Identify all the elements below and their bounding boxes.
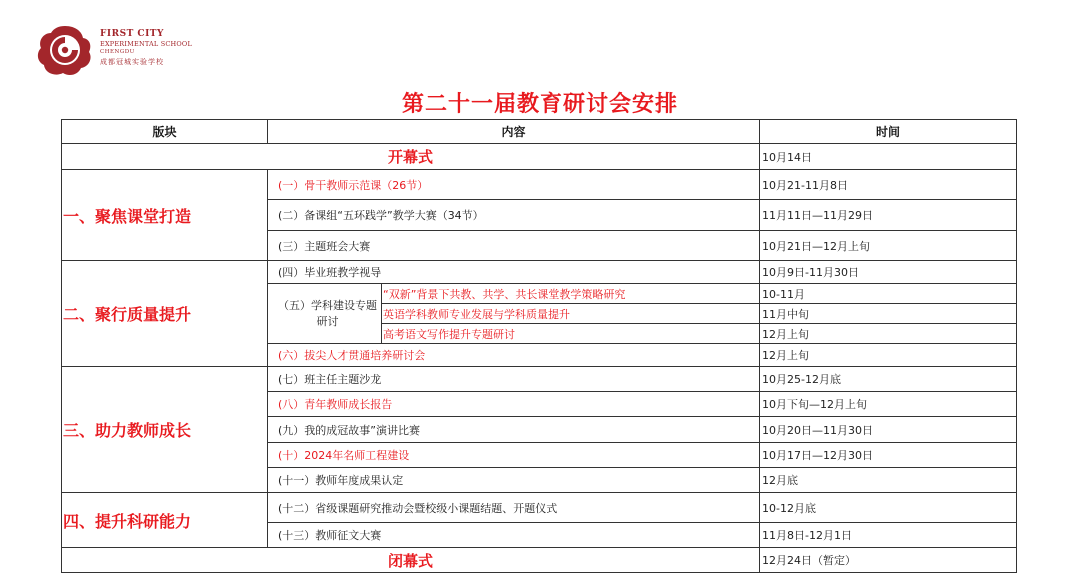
school-name-en-line1: FIRST CITY: [100, 29, 164, 39]
closing-time: 12月24日（暂定）: [760, 548, 1017, 573]
table-row: [62, 493, 1017, 523]
page-title: 第二十一届教育研讨会安排: [401, 92, 678, 117]
sub-item-time: 12月上旬: [760, 324, 1017, 344]
header-section: 版块: [62, 120, 268, 144]
item-time: 10月17日—12月30日: [760, 443, 1017, 468]
school-logo: [36, 22, 196, 78]
section-title-2: 二、聚行质量提升: [62, 261, 268, 367]
item-time: 10月下旬—12月上旬: [760, 392, 1017, 417]
table-row: [62, 367, 1017, 392]
item-label: (八）青年教师成长报告: [268, 392, 760, 417]
item-label: (十）2024年名师工程建设: [268, 443, 760, 468]
item-time: 10月20日—11月30日: [760, 417, 1017, 443]
opening-row: [62, 144, 1017, 170]
item-time: 10月21日—12月上旬: [760, 231, 1017, 261]
item-time: 11月11日—11月29日: [760, 200, 1017, 231]
school-name-en-line2: EXPERIMENTAL SCHOOL: [100, 40, 192, 48]
item-time: 11月8日-12月1日: [760, 523, 1017, 548]
header-content: 内容: [268, 120, 760, 144]
section-title-4: 四、提升科研能力: [62, 493, 268, 548]
item-label: (四）毕业班教学视导: [268, 261, 760, 284]
schedule-table: [61, 119, 1017, 573]
section-title-3: 三、助力教师成长: [62, 367, 268, 493]
subject-seminar-group-label: （五）学科建设专题研讨: [268, 284, 382, 344]
item-label: (十二）省级课题研究推动会暨校级小课题结题、开题仪式: [268, 493, 760, 523]
sub-item-label: 高考语文写作提升专题研讨: [382, 324, 760, 344]
sub-item-time: 11月中旬: [760, 304, 1017, 324]
item-label: (一）骨干教师示范课（26节）: [268, 170, 760, 200]
item-time: 10月25-12月底: [760, 367, 1017, 392]
section-title-1: 一、聚焦课堂打造: [62, 170, 268, 261]
school-name-zh: 成都冠城实验学校: [100, 58, 164, 66]
item-time: 12月底: [760, 468, 1017, 493]
item-label: (十一）教师年度成果认定: [268, 468, 760, 493]
table-row: [62, 170, 1017, 200]
sub-item-label: 英语学科教师专业发展与学科质量提升: [382, 304, 760, 324]
header-time: 时间: [760, 120, 1017, 144]
item-label: (十三）教师征文大赛: [268, 523, 760, 548]
item-time: 10月21-11月8日: [760, 170, 1017, 200]
closing-row: [62, 548, 1017, 573]
closing-ceremony-label: 闭幕式: [62, 548, 760, 573]
sub-item-time: 10-11月: [760, 284, 1017, 304]
opening-ceremony-label: 开幕式: [62, 144, 760, 170]
table-header-row: [62, 120, 1017, 144]
school-name-en-line3: CHENGDU: [100, 49, 135, 55]
item-label: (二）备课组“五环践学”教学大赛（34节）: [268, 200, 760, 231]
item-label: (六）拔尖人才贯通培养研讨会: [268, 344, 760, 367]
item-time: 10-12月底: [760, 493, 1017, 523]
opening-time: 10月14日: [760, 144, 1017, 170]
item-label: (九）我的成冠故事”演讲比赛: [268, 417, 760, 443]
cloud-emblem-icon: [36, 22, 94, 78]
item-time: 12月上旬: [760, 344, 1017, 367]
sub-item-label: “双新”背景下共教、共学、共长课堂教学策略研究: [382, 284, 760, 304]
item-label: (七）班主任主题沙龙: [268, 367, 760, 392]
item-label: (三）主题班会大赛: [268, 231, 760, 261]
item-time: 10月9日-11月30日: [760, 261, 1017, 284]
table-row: [62, 261, 1017, 284]
